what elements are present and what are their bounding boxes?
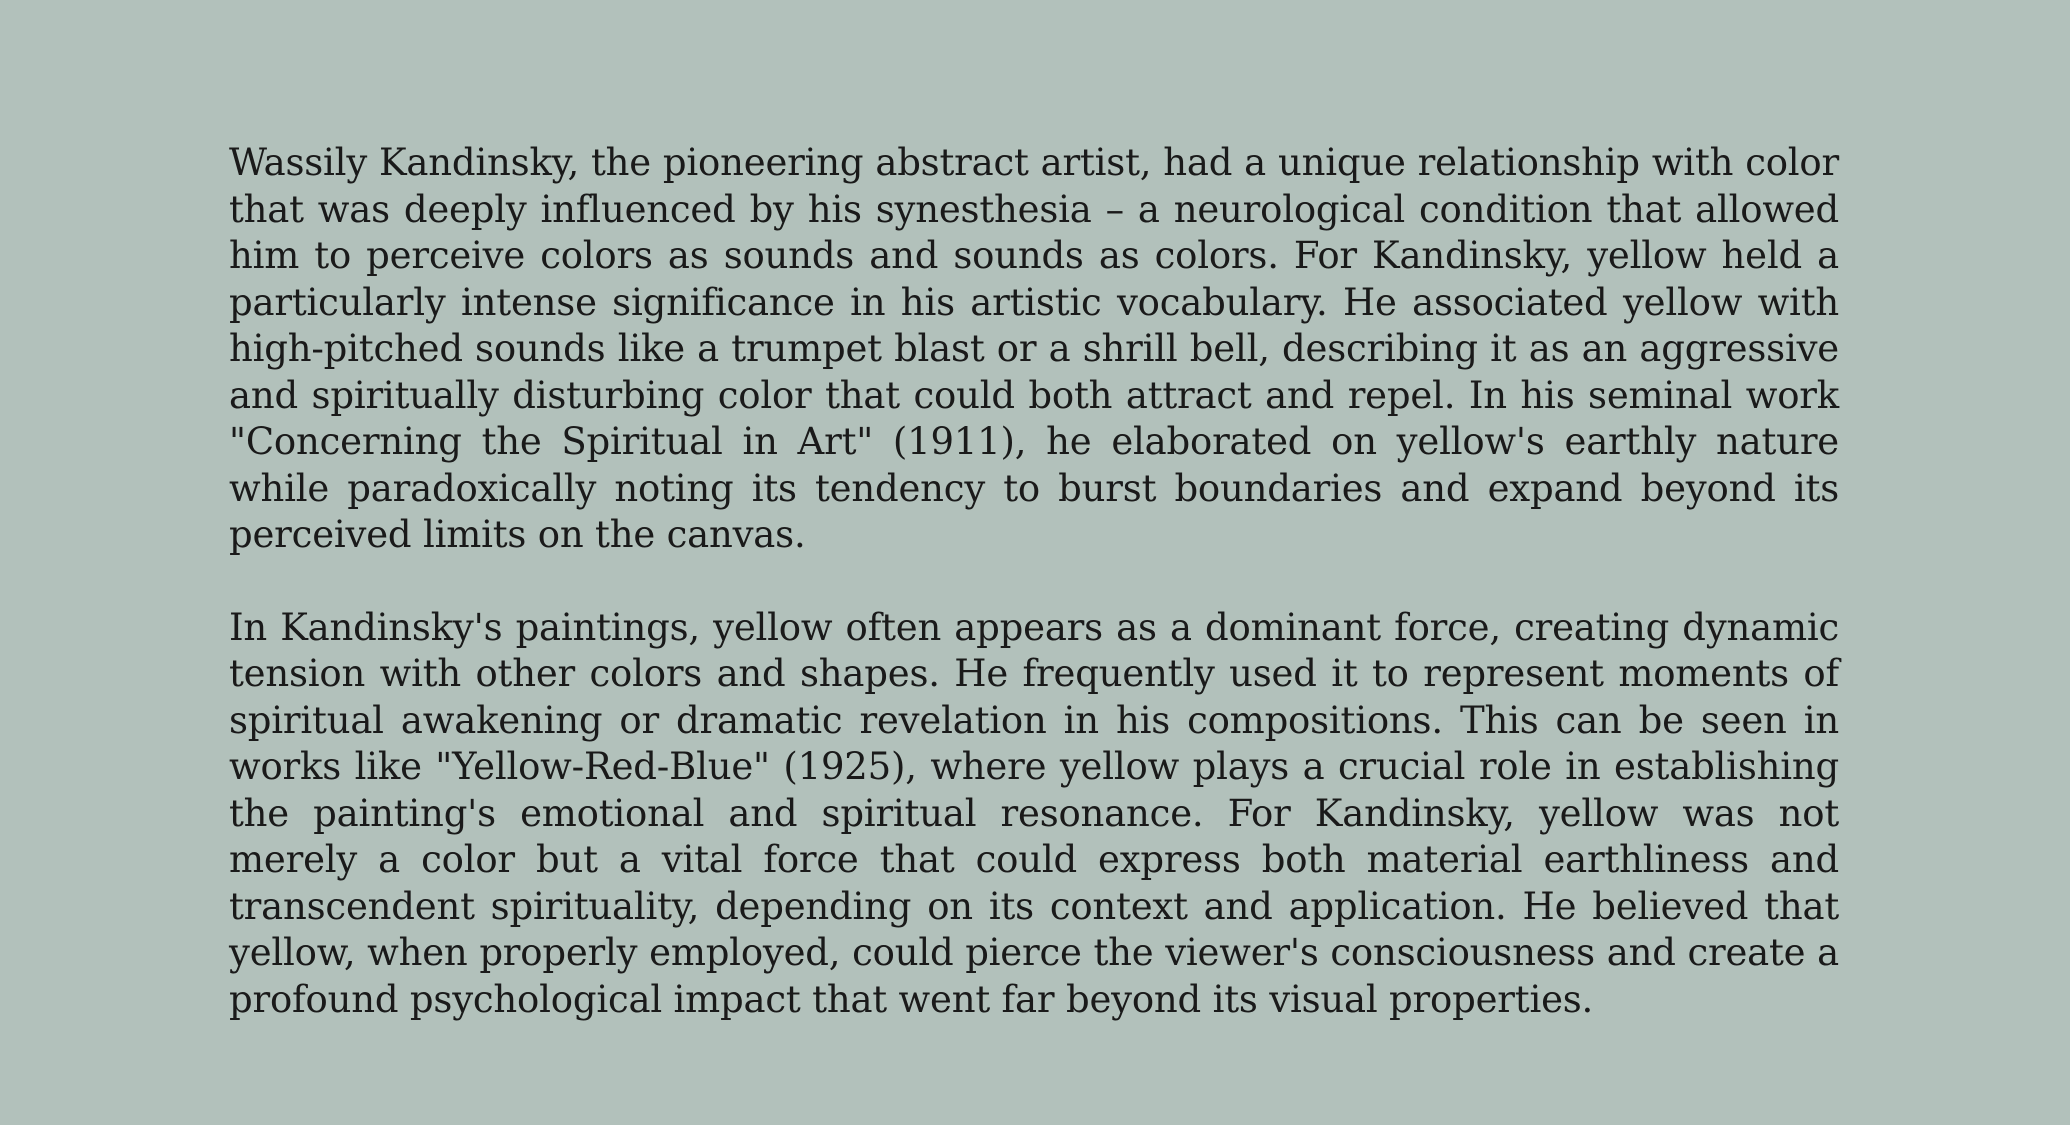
paragraph-kandinsky-synesthesia: Wassily Kandinsky, the pioneering abstract artist, had a unique relationship with color that was deeply influenced by his synesthesia – a neurological condition that allowed him to perceive colors as sounds and sounds as colors. For Kandinsky, yellow held a particularly intense significance in his artistic vocabulary. He associated yellow with high-pitched sounds like a trumpet blast or a shrill bell, describing it as an aggressive and spiritually disturbing color that could both attract and repel. In his seminal work "Concerning the Spiritual in Art" (1911), he elaborated on yellow's earthly nature while paradoxically noting its tendency to burst boundaries and expand beyond its perceived limits on the canvas. [229,141,1839,556]
paragraph-yellow-in-paintings: In Kandinsky's paintings, yellow often appears as a dominant force, creating dynamic tension with other colors and shapes. He frequently used it to represent moments of spiritual awakening or dramatic revelation in his compositions. This can be seen in works like "Yellow-Red-Blue" (1925), where yellow plays a crucial role in establishing the painting's emotional and spiritual resonance. For Kandinsky, yellow was not merely a color but a vital force that could express both material earthliness and transcendent spirituality, depending on its context and application. He believed that yellow, when properly employed, could pierce the viewer's consciousness and create a profound psychological impact that went far beyond its visual properties. [229,605,1839,1021]
article-body [229,140,1839,1023]
